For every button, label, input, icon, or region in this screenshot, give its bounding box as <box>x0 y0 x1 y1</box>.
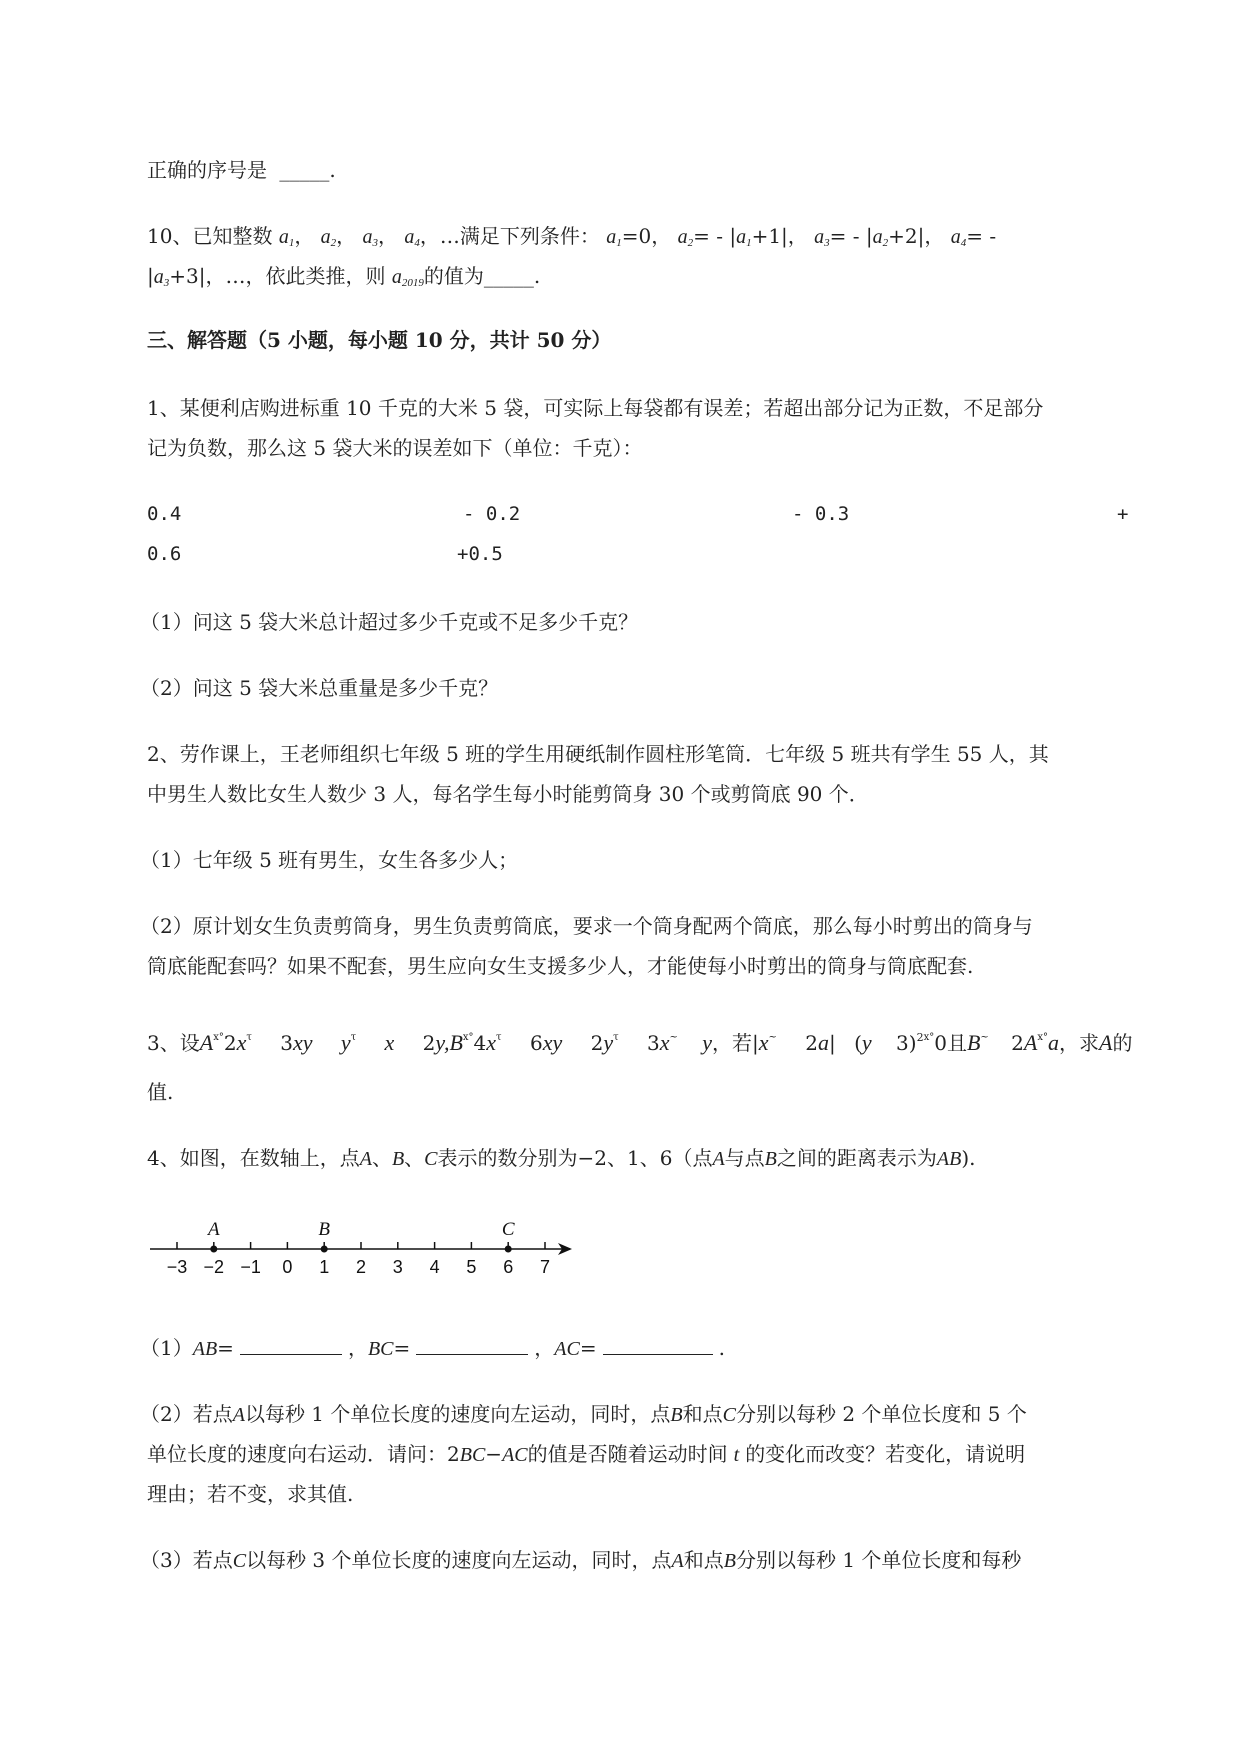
p2-line-2: 中男生人数比女生人数少 3 人，每名学生每小时能剪筒身 30 个或剪筒底 90 个． <box>147 782 869 806</box>
sup: 2 <box>916 1031 924 1044</box>
p4-question-3-line-1 <box>140 1546 1021 1575</box>
var-a3: a <box>814 226 825 248</box>
number-line-tick-label: 5 <box>466 1257 477 1277</box>
num: 2 <box>805 1031 818 1055</box>
section-3-title: 三、解答题（5 小题，每小题 10 分，共计 50 分） <box>147 328 612 352</box>
text: 分别以每秒 2 个单位长度和 5 个 <box>735 1402 1027 1426</box>
sep: ， <box>534 1336 555 1360</box>
p3-de: 的 <box>1112 1031 1133 1055</box>
num: 6 <box>529 1031 543 1055</box>
eq3: = - | <box>829 224 873 248</box>
number-line-point-label: C <box>501 1219 515 1240</box>
comma: ， <box>336 224 357 248</box>
number-line-tick-label: 4 <box>429 1257 440 1277</box>
q-num: （1） <box>140 1336 193 1360</box>
garble: x° <box>213 1032 224 1043</box>
comma: ， <box>378 224 399 248</box>
var-x: x <box>236 1030 247 1055</box>
p1: +1|， <box>751 224 808 248</box>
var-y: y <box>603 1030 614 1055</box>
p2-question-2-line-1: （2）原计划女生负责剪筒身，男生负责剪筒底，要求一个筒身配两个筒底，那么每小时剪出的筒身与 <box>140 914 1033 938</box>
p3-tail: ，求 <box>1058 1031 1099 1055</box>
p3-line-2: 值. <box>147 1080 174 1104</box>
var-a1: a <box>606 226 617 248</box>
var-AC: AC <box>502 1444 528 1466</box>
q10-answer-blank: _____ <box>483 264 534 288</box>
abs-bar: | <box>752 1031 759 1055</box>
garble: ~ <box>768 1032 777 1043</box>
p4-question-2-line-3: 理由；若不变，求其值. <box>147 1482 354 1506</box>
ab-answer-blank <box>240 1334 342 1355</box>
p1-value-2: - 0.2 <box>463 503 521 525</box>
text: 的值是否随着运动时间 <box>527 1442 728 1466</box>
sep: 、 <box>404 1146 425 1170</box>
number-line-tick-label: 1 <box>319 1257 330 1277</box>
number-line-tick-label: 3 <box>392 1257 403 1277</box>
p1-line-1: 1、某便利店购进标重 10 千克的大米 5 袋，可实际上每袋都有误差；若超出部分记为正数，不足部分 <box>147 396 1044 420</box>
paren: ( <box>854 1031 862 1055</box>
var-y: y <box>702 1030 712 1055</box>
sub-2: 2 <box>330 237 337 249</box>
bc-answer-blank <box>416 1334 528 1355</box>
minus: − <box>485 1442 503 1466</box>
number-line-point-label: A <box>207 1219 220 1240</box>
var-x: x <box>486 1030 497 1055</box>
number-line-tick-label: 0 <box>282 1257 293 1277</box>
var-B: B <box>723 1550 736 1572</box>
abs-bar: | <box>147 264 154 288</box>
eq4: = - <box>966 224 997 248</box>
var-x: x <box>384 1030 395 1055</box>
text: 和点 <box>683 1548 724 1572</box>
sub-4: 4 <box>960 237 967 249</box>
p3: +3|，…，依此类推，则 <box>169 264 386 288</box>
num: 2 <box>223 1031 237 1055</box>
number-line-tick-label: −2 <box>203 1257 225 1277</box>
sep: ， <box>347 1336 368 1360</box>
q9-end: . <box>329 158 336 182</box>
var-a2: a <box>677 226 688 248</box>
var-a4: a <box>950 226 961 248</box>
sub-1: 1 <box>288 237 295 249</box>
var-t: t <box>733 1444 740 1466</box>
text: 的变化而改变？若变化，请说明 <box>745 1442 1026 1466</box>
garble: x° <box>462 1032 474 1043</box>
p2: +2|， <box>888 224 945 248</box>
sub-3: 3 <box>163 277 170 289</box>
p1-value-3: - 0.3 <box>792 503 850 525</box>
var-A: A <box>712 1148 725 1170</box>
q10-line-1 <box>147 222 996 257</box>
end: . <box>718 1336 725 1360</box>
var-AB: AB <box>192 1338 218 1360</box>
number-line-point-label: B <box>318 1219 331 1240</box>
p4-question-2-line-2 <box>147 1440 1025 1469</box>
text: 以每秒 3 个单位长度的速度向左运动，同时，点 <box>246 1548 672 1572</box>
p4-line-1 <box>147 1144 976 1173</box>
var-A: A <box>199 1030 214 1055</box>
var-a2: a <box>320 226 331 248</box>
p1-value-1: 0.4 <box>147 503 182 525</box>
eq: = <box>217 1336 234 1360</box>
p4-prefix: 4、如图，在数轴上，点 <box>147 1146 360 1170</box>
var-a: a <box>1047 1030 1059 1055</box>
sub-2019: 2019 <box>401 277 424 289</box>
var-y: y, <box>435 1030 450 1055</box>
var-B: B <box>764 1148 777 1170</box>
p1-question-2: （2）问这 5 袋大米总重量是多少千克？ <box>140 676 499 700</box>
garble: τ <box>350 1032 357 1043</box>
eq: = <box>393 1336 411 1360</box>
var-B: B <box>670 1404 683 1426</box>
sub-1: 1 <box>746 237 752 249</box>
var-A: A <box>671 1550 684 1572</box>
p4-question-2-line-1 <box>140 1400 1027 1429</box>
sub-3: 3 <box>372 237 379 249</box>
var-B: B <box>966 1030 981 1055</box>
p1-question-1: （1）问这 5 袋大米总计超过多少千克或不足多少千克？ <box>140 610 639 634</box>
var-a4: a <box>404 226 415 248</box>
q9-tail-text: 正确的序号是 <box>147 158 267 182</box>
p1-value-5: +0.5 <box>457 543 503 565</box>
garble: ~ <box>669 1032 678 1043</box>
text: 以每秒 1 个单位长度的速度向左运动，同时，点 <box>244 1402 671 1426</box>
var-y: y <box>861 1030 872 1055</box>
sub-4: 4 <box>414 237 420 249</box>
var-C: C <box>232 1550 247 1572</box>
var-a2: a <box>872 226 883 248</box>
var-x: x <box>758 1030 769 1055</box>
p4-text: ). <box>961 1146 976 1170</box>
eq2: = - | <box>693 224 737 248</box>
p4-question-1 <box>140 1334 725 1363</box>
var-a1: a <box>736 226 747 248</box>
sep: 、 <box>371 1146 392 1170</box>
garble: x° <box>1037 1032 1048 1043</box>
q10-condition-label: …满足下列条件： <box>439 224 600 248</box>
num: 4 <box>473 1031 487 1055</box>
p3-line-1 <box>147 1024 1132 1057</box>
and: 且 <box>946 1031 967 1055</box>
q10-prefix: 10、已知整数 <box>147 224 273 248</box>
p1-value-4: 0.6 <box>147 543 182 565</box>
number-line-tick-label: −3 <box>166 1257 188 1277</box>
num: 3 <box>646 1031 660 1055</box>
p3-prefix: 3、设 <box>147 1031 200 1055</box>
num: 3 <box>280 1031 293 1055</box>
q10-line-2 <box>147 262 540 297</box>
number-line-tick-label: 6 <box>503 1257 514 1277</box>
text: （3）若点 <box>140 1548 233 1572</box>
text: 单位长度的速度向右运动．请问：2 <box>147 1442 460 1466</box>
var-A: A <box>232 1404 245 1426</box>
ac-answer-blank <box>603 1334 713 1355</box>
number-line-point <box>321 1246 328 1253</box>
comma: ， <box>294 224 315 248</box>
number-line-point <box>210 1246 217 1253</box>
var-A: A <box>1023 1030 1038 1055</box>
var-BC: BC <box>459 1444 486 1466</box>
q9-tail-line <box>147 156 336 184</box>
sub-2: 2 <box>687 237 694 249</box>
sub-2: 2 <box>882 237 889 249</box>
var-a: a <box>818 1030 829 1055</box>
var-x: x <box>659 1030 670 1055</box>
num: 3) <box>896 1031 917 1055</box>
var-AB: AB <box>936 1148 962 1170</box>
q10-value-label: 的值为 <box>423 264 484 288</box>
q9-answer-blank: _____ <box>279 158 330 182</box>
var-xy: xy <box>292 1030 313 1055</box>
p4-text: 表示的数分别为−2、1、6（点 <box>437 1146 713 1170</box>
number-line-point <box>505 1246 512 1253</box>
sub-3: 3 <box>824 237 830 249</box>
text: 和点 <box>682 1402 723 1426</box>
number-line-tick-label: 2 <box>355 1257 367 1277</box>
var-AC: AC <box>554 1338 580 1360</box>
p4-text: 之间的距离表示为 <box>776 1146 937 1170</box>
var-a1: a <box>278 226 289 248</box>
var-C: C <box>424 1148 438 1170</box>
q10-end: . <box>533 264 541 288</box>
garble: τ <box>496 1032 502 1043</box>
var-a3: a <box>153 266 164 288</box>
text: （2）若点 <box>140 1402 233 1426</box>
var-y: y <box>340 1030 351 1055</box>
p2-question-2-line-2: 筒底能配套吗？如果不配套，男生应向女生支援多少人，才能使每小时剪出的筒身与筒底配套. <box>147 954 974 978</box>
garble: ~ <box>980 1032 989 1043</box>
number-line-tick-label: 7 <box>539 1257 551 1277</box>
sub-1: 1 <box>616 237 622 249</box>
num: 2 <box>1011 1031 1024 1055</box>
eq1: =0， <box>621 224 672 248</box>
num: 2 <box>590 1031 604 1055</box>
garble: x° <box>923 1032 935 1043</box>
p3-mid: ，若 <box>712 1031 752 1055</box>
text: 分别以每秒 1 个单位长度和每秒 <box>735 1548 1022 1572</box>
var-xy: xy <box>542 1030 563 1055</box>
abs-bar: | <box>829 1031 836 1055</box>
var-B: B <box>449 1030 463 1055</box>
p1-line-2: 记为负数，那么这 5 袋大米的误差如下（单位：千克）： <box>147 436 643 460</box>
number-line <box>140 1205 600 1280</box>
comma: ， <box>419 224 440 248</box>
var-BC: BC <box>367 1338 394 1360</box>
garble: τ <box>246 1032 252 1043</box>
p2-line-1: 2、劳作课上，王老师组织七年级 5 班的学生用硬纸制作圆柱形笔筒．七年级 5 班共有学生 55 人，其 <box>147 742 1049 766</box>
var-B: B <box>391 1148 405 1170</box>
garble: τ <box>613 1032 619 1043</box>
var-A: A <box>359 1148 372 1170</box>
var-a2019: a <box>391 266 402 288</box>
var-A: A <box>1098 1030 1113 1055</box>
p2-question-1: （1）七年级 5 班有男生，女生各多少人； <box>140 848 519 872</box>
number-line-tick-label: −1 <box>240 1257 261 1277</box>
eq: = <box>579 1336 597 1360</box>
p1-value-4-sign: + <box>1117 503 1129 525</box>
var-C: C <box>722 1404 736 1426</box>
p4-text: 与点 <box>724 1146 765 1170</box>
num: 2 <box>422 1031 436 1055</box>
var-a3: a <box>362 226 373 248</box>
num: 0 <box>934 1031 947 1055</box>
